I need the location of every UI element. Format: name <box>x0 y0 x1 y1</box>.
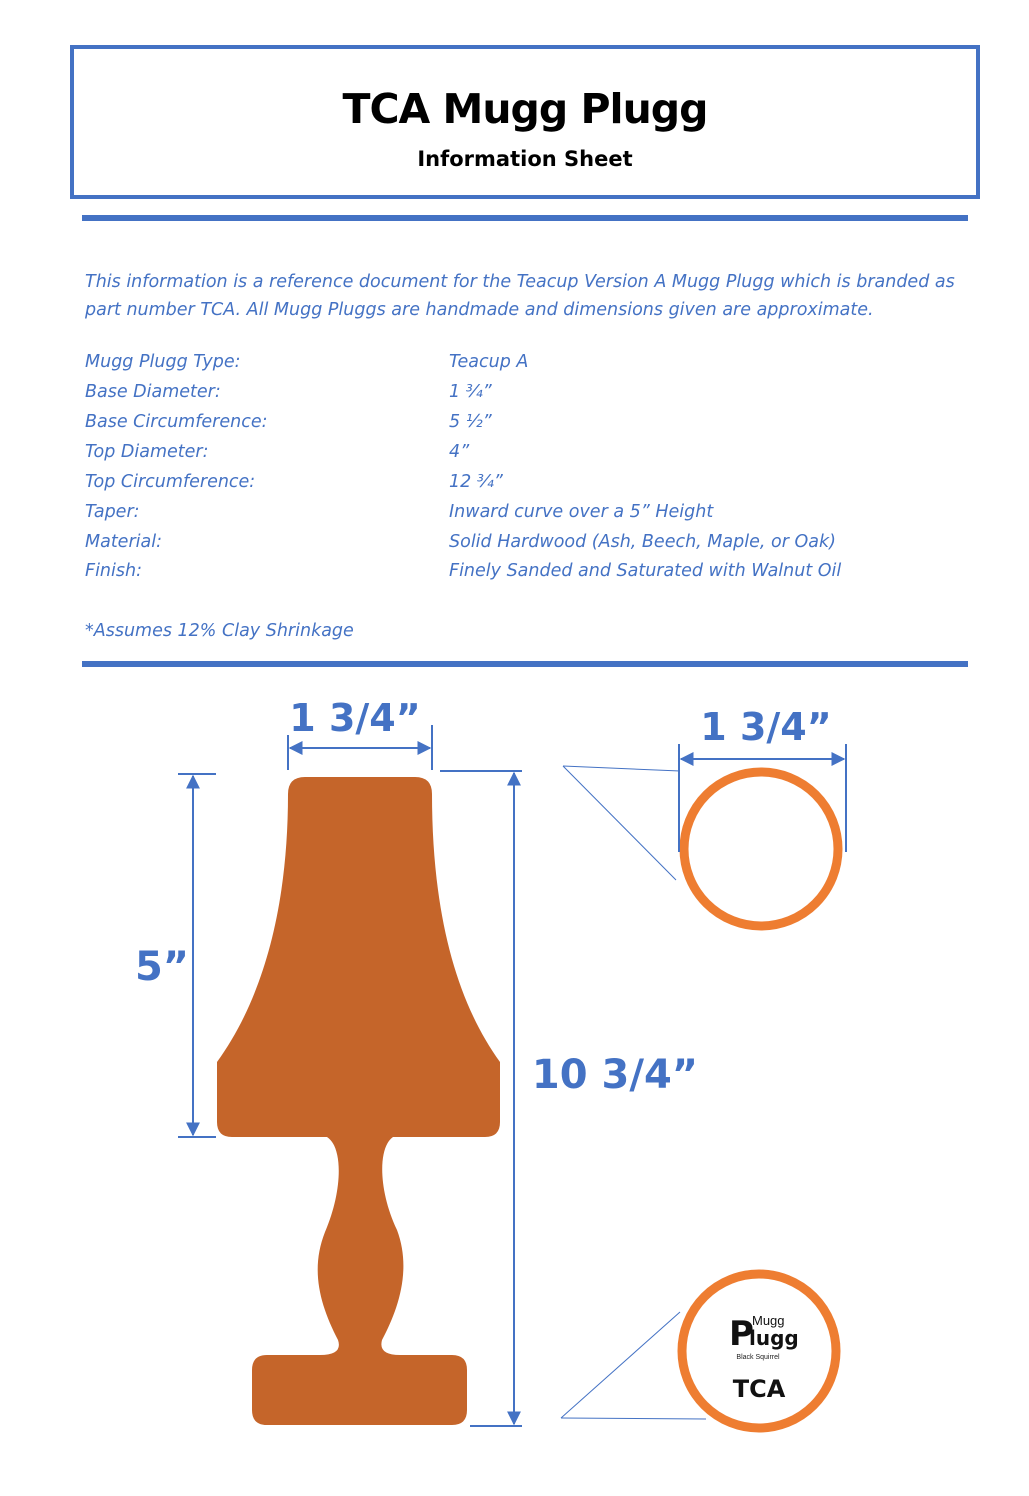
spec-label: Taper: <box>85 502 140 522</box>
brand-view-leader-lower <box>561 1418 706 1419</box>
page-title: TCA Mugg Plugg <box>342 85 708 133</box>
spec-label: Top Diameter: <box>85 442 209 462</box>
spec-label: Finish: <box>85 561 142 581</box>
end-view-leader-lower <box>563 766 676 880</box>
page-subtitle: Information Sheet <box>417 147 633 171</box>
logo-mugg-text: Mugg <box>752 1313 785 1328</box>
spec-value: Finely Sanded and Saturated with Walnut Oil <box>449 561 842 581</box>
spec-value: Solid Hardwood (Ash, Beech, Maple, or Oak) <box>449 532 836 552</box>
spec-value: 4” <box>449 442 470 462</box>
spec-label: Base Diameter: <box>85 382 221 402</box>
logo-lugg-text: lugg <box>749 1326 799 1350</box>
logo-big-p: P <box>729 1314 754 1354</box>
end-view-diameter-label: 1 3/4” <box>700 705 832 749</box>
shrinkage-note: *Assumes 12% Clay Shrinkage <box>85 621 354 641</box>
end-view-ring <box>684 772 838 926</box>
spec-value: Inward curve over a 5” Height <box>449 502 714 522</box>
total-height-label: 10 3/4” <box>531 1052 699 1098</box>
spec-label: Top Circumference: <box>85 472 256 492</box>
intro-paragraph: This information is a reference document for the Teacup Version A Mugg Plugg which is branded as part number TCA. All Mugg Pluggs are handmade and dimensions given are approximate. <box>85 272 955 320</box>
brand-view-ring <box>682 1274 836 1428</box>
spec-value: 12 ¾” <box>449 472 503 492</box>
brand-view-leader-upper <box>561 1312 680 1418</box>
brand-part-number: TCA <box>732 1375 786 1403</box>
spec-label: Material: <box>85 532 162 552</box>
spec-value: 5 ½” <box>449 412 492 432</box>
spec-label: Mugg Plugg Type: <box>85 352 241 372</box>
logo-sub-text: Black Squirrel <box>736 1354 780 1361</box>
mugg-plugg-logo <box>729 1313 799 1361</box>
top-width-label: 1 3/4” <box>289 696 421 740</box>
spec-value: Teacup A <box>449 352 529 372</box>
taper-height-label: 5” <box>134 944 190 990</box>
plugg-silhouette <box>217 777 500 1425</box>
spec-value: 1 ¾” <box>449 382 492 402</box>
end-view-leader-upper <box>563 766 680 771</box>
spec-label: Base Circumference: <box>85 412 268 432</box>
